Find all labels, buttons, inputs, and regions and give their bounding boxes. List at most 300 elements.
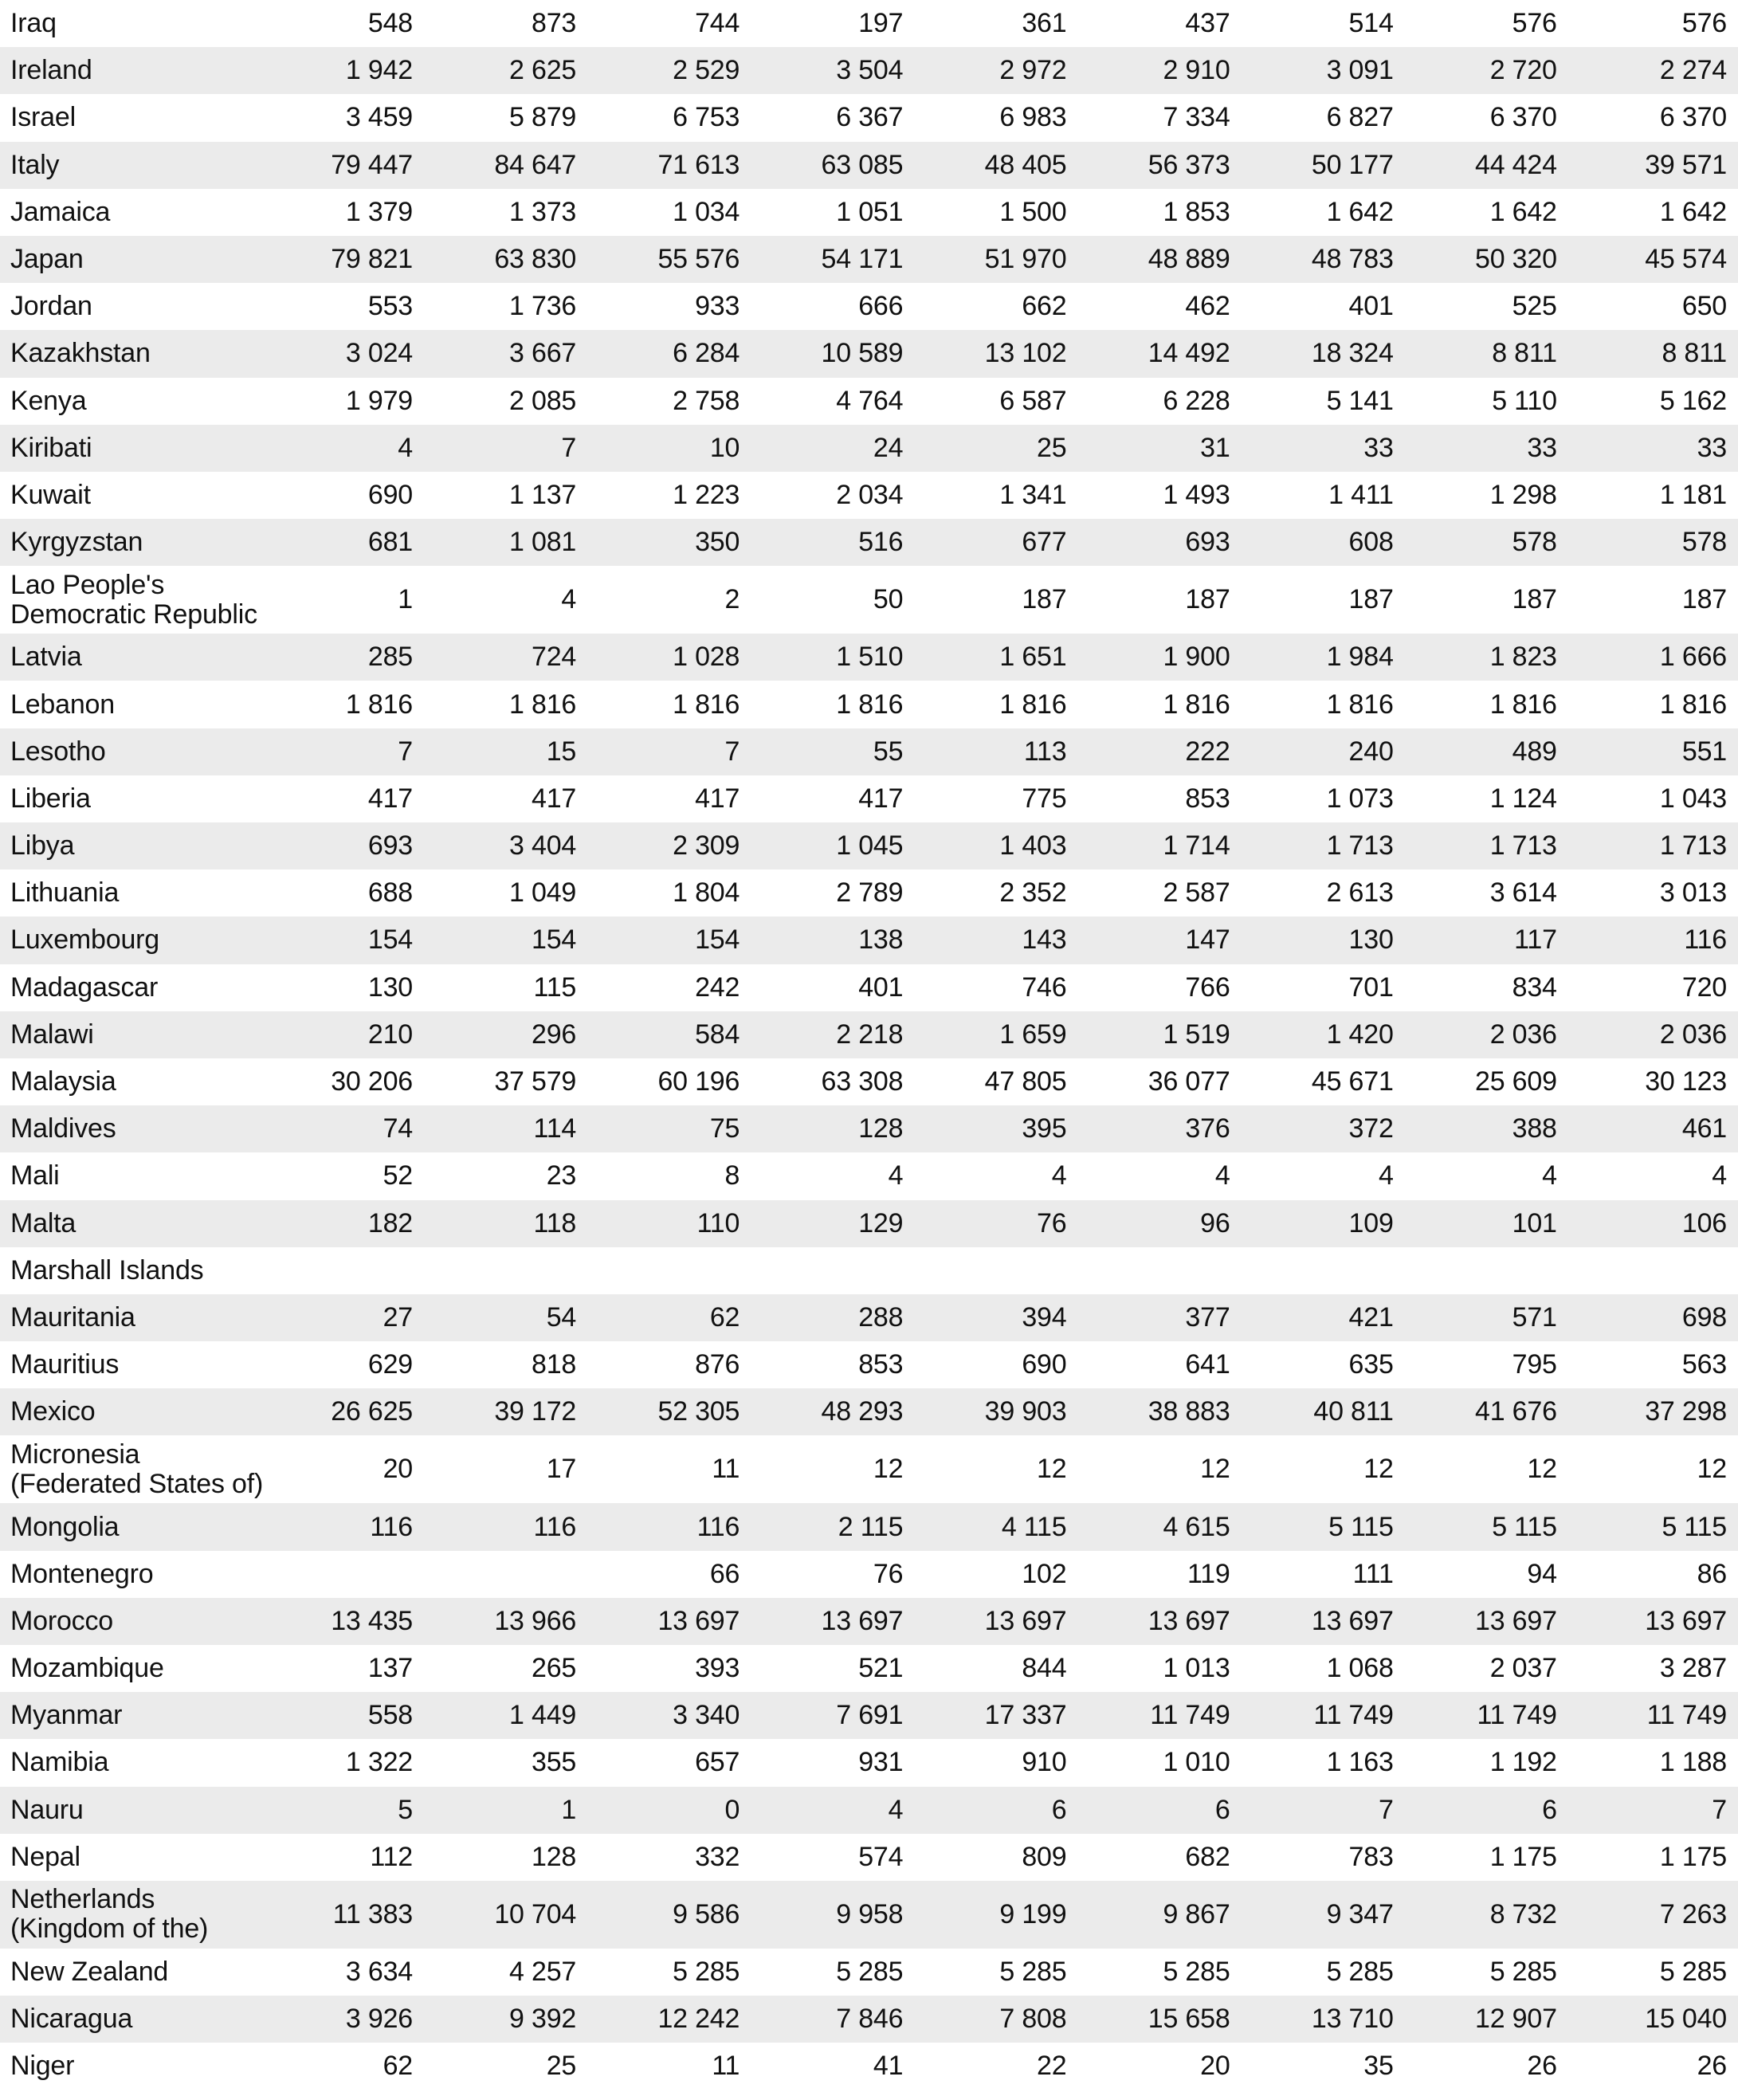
value-cell: 11 749 bbox=[1646, 1700, 1727, 1731]
value-cell: 45 671 bbox=[1311, 1066, 1394, 1097]
value-cell: 775 bbox=[1022, 783, 1067, 814]
value-cell: 3 404 bbox=[509, 830, 577, 862]
table-row bbox=[0, 1341, 1738, 1388]
value-cell: 240 bbox=[1348, 736, 1394, 767]
value-cell bbox=[430, 1247, 594, 1294]
value-cell: 766 bbox=[1185, 971, 1230, 1003]
value-cell: 13 697 bbox=[1148, 1605, 1230, 1636]
value-cell: 6 bbox=[1051, 1794, 1067, 1825]
value-cell: 1 043 bbox=[1659, 783, 1727, 814]
value-cell: 746 bbox=[1022, 971, 1067, 1003]
value-cell: 7 334 bbox=[1163, 102, 1230, 133]
value-cell: 548 bbox=[367, 8, 414, 39]
value-cell: 13 697 bbox=[984, 1605, 1067, 1636]
value-cell: 25 bbox=[1037, 432, 1067, 463]
value-cell: 437 bbox=[1185, 8, 1230, 39]
value-cell: 3 013 bbox=[1659, 877, 1727, 909]
value-cell: 795 bbox=[1512, 1349, 1557, 1380]
table-row bbox=[0, 917, 1738, 964]
value-cell: 10 704 bbox=[494, 1898, 577, 1929]
country-name-cell: Jordan bbox=[10, 291, 92, 322]
value-cell bbox=[1084, 1247, 1247, 1294]
value-cell: 558 bbox=[367, 1700, 414, 1731]
value-cell: 41 676 bbox=[1474, 1396, 1557, 1427]
value-cell: 461 bbox=[1681, 1113, 1727, 1144]
country-name-cell: Myanmar bbox=[10, 1700, 123, 1731]
value-cell: 395 bbox=[1022, 1113, 1067, 1144]
value-cell: 7 bbox=[561, 432, 577, 463]
value-cell: 15 658 bbox=[1148, 2004, 1230, 2035]
value-cell: 1 341 bbox=[999, 479, 1067, 510]
country-name-cell: Nicaragua bbox=[10, 2004, 133, 2035]
value-cell: 332 bbox=[695, 1841, 740, 1872]
value-cell: 26 bbox=[1697, 2051, 1727, 2082]
value-cell: 1 642 bbox=[1659, 196, 1727, 227]
table-row bbox=[0, 472, 1738, 519]
value-cell: 1 175 bbox=[1659, 1841, 1727, 1872]
value-cell: 37 298 bbox=[1645, 1396, 1727, 1427]
value-cell: 7 846 bbox=[836, 2004, 904, 2035]
table-row bbox=[0, 1388, 1738, 1435]
value-cell: 2 085 bbox=[509, 385, 577, 416]
value-cell: 52 bbox=[383, 1160, 414, 1191]
value-cell: 1 736 bbox=[509, 291, 577, 322]
value-cell: 1 816 bbox=[836, 689, 904, 720]
value-cell: 1 804 bbox=[673, 877, 740, 909]
country-name-cell: Mozambique bbox=[10, 1653, 164, 1684]
value-cell: 242 bbox=[695, 971, 740, 1003]
value-cell: 1 411 bbox=[1328, 479, 1394, 510]
table-row bbox=[0, 822, 1738, 869]
value-cell: 1 979 bbox=[345, 385, 414, 416]
value-cell: 4 bbox=[888, 1160, 904, 1191]
value-cell: 2 587 bbox=[1163, 877, 1230, 909]
value-cell: 372 bbox=[1348, 1113, 1394, 1144]
value-cell: 101 bbox=[1512, 1207, 1557, 1238]
value-cell: 55 576 bbox=[657, 244, 740, 275]
value-cell: 1 642 bbox=[1489, 196, 1557, 227]
value-cell: 1 713 bbox=[1659, 830, 1727, 862]
value-cell: 3 667 bbox=[509, 338, 577, 369]
table-row bbox=[0, 1996, 1738, 2043]
value-cell: 54 bbox=[546, 1301, 577, 1333]
value-cell: 6 370 bbox=[1489, 102, 1557, 133]
value-cell: 129 bbox=[858, 1207, 904, 1238]
value-cell: 783 bbox=[1348, 1841, 1394, 1872]
value-cell: 1 984 bbox=[1326, 642, 1394, 673]
value-cell: 417 bbox=[531, 783, 577, 814]
value-cell: 1 010 bbox=[1163, 1747, 1230, 1778]
value-cell: 1 124 bbox=[1489, 783, 1557, 814]
value-cell: 13 710 bbox=[1311, 2004, 1394, 2035]
value-cell: 578 bbox=[1681, 527, 1727, 558]
value-cell: 3 614 bbox=[1489, 877, 1557, 909]
value-cell: 9 392 bbox=[509, 2004, 577, 2035]
table-row bbox=[0, 566, 1738, 634]
value-cell: 25 bbox=[546, 2051, 577, 2082]
value-cell: 210 bbox=[367, 1019, 414, 1050]
value-cell: 1 081 bbox=[509, 527, 577, 558]
value-cell: 12 bbox=[1363, 1454, 1394, 1485]
country-name-cell: Kyrgyzstan bbox=[10, 527, 143, 558]
value-cell: 1 816 bbox=[1163, 689, 1230, 720]
value-cell: 1 192 bbox=[1489, 1747, 1557, 1778]
value-cell: 361 bbox=[1022, 8, 1067, 39]
table-row bbox=[0, 2043, 1738, 2090]
value-cell: 51 970 bbox=[984, 244, 1067, 275]
table-row bbox=[0, 728, 1738, 775]
value-cell: 6 370 bbox=[1659, 102, 1727, 133]
value-cell: 1 045 bbox=[836, 830, 904, 862]
value-cell: 876 bbox=[695, 1349, 740, 1380]
value-cell: 138 bbox=[858, 924, 904, 956]
value-cell: 7 808 bbox=[999, 2004, 1067, 2035]
value-cell: 931 bbox=[858, 1747, 904, 1778]
value-cell: 5 162 bbox=[1659, 385, 1727, 416]
value-cell: 15 040 bbox=[1645, 2004, 1727, 2035]
value-cell: 693 bbox=[1185, 527, 1230, 558]
value-cell: 6 228 bbox=[1163, 385, 1230, 416]
value-cell: 115 bbox=[533, 971, 577, 1003]
country-name-cell: Italy bbox=[10, 149, 60, 180]
value-cell: 1 175 bbox=[1489, 1841, 1557, 1872]
table-row bbox=[0, 1152, 1738, 1199]
value-cell: 933 bbox=[695, 291, 740, 322]
value-cell: 2 036 bbox=[1659, 1019, 1727, 1050]
country-name-cell: New Zealand bbox=[10, 1957, 169, 1988]
country-name-cell: Jamaica bbox=[10, 196, 111, 227]
value-cell: 417 bbox=[367, 783, 414, 814]
value-cell: 187 bbox=[1512, 584, 1557, 615]
country-name-cell: Libya bbox=[10, 830, 75, 862]
value-cell: 12 bbox=[1037, 1454, 1067, 1485]
value-cell: 54 171 bbox=[821, 244, 904, 275]
value-cell: 574 bbox=[858, 1841, 904, 1872]
value-cell: 2 758 bbox=[673, 385, 740, 416]
value-cell: 553 bbox=[367, 291, 414, 322]
table-row bbox=[0, 964, 1738, 1011]
value-cell: 516 bbox=[858, 527, 904, 558]
value-cell: 1 816 bbox=[509, 689, 577, 720]
value-cell: 39 903 bbox=[984, 1396, 1067, 1427]
value-cell: 818 bbox=[531, 1349, 577, 1380]
value-cell: 551 bbox=[1681, 736, 1727, 767]
country-name-cell: Nauru bbox=[10, 1794, 84, 1825]
value-cell bbox=[757, 1247, 920, 1294]
value-cell: 1 181 bbox=[1659, 479, 1727, 510]
value-cell: 744 bbox=[695, 8, 740, 39]
value-cell: 11 749 bbox=[1477, 1700, 1557, 1731]
value-cell: 128 bbox=[858, 1113, 904, 1144]
table-row bbox=[0, 94, 1738, 141]
value-cell: 60 196 bbox=[657, 1066, 740, 1097]
value-cell: 116 bbox=[533, 1511, 577, 1542]
country-name-cell: Namibia bbox=[10, 1747, 109, 1778]
value-cell: 6 bbox=[1214, 1794, 1230, 1825]
value-cell: 11 749 bbox=[1313, 1700, 1394, 1731]
value-cell: 1 034 bbox=[673, 196, 740, 227]
country-name-cell: Nepal bbox=[10, 1841, 80, 1872]
value-cell: 650 bbox=[1681, 291, 1727, 322]
value-cell: 13 435 bbox=[331, 1605, 414, 1636]
table-row bbox=[0, 1881, 1738, 1949]
table-row bbox=[0, 1949, 1738, 1996]
value-cell: 4 bbox=[561, 584, 577, 615]
value-cell: 3 634 bbox=[345, 1957, 414, 1988]
table-row bbox=[0, 1834, 1738, 1881]
value-cell: 27 bbox=[383, 1301, 414, 1333]
country-name-cell: Kiribati bbox=[10, 432, 92, 463]
value-cell: 33 bbox=[1527, 432, 1557, 463]
value-cell: 12 bbox=[1697, 1454, 1727, 1485]
value-cell: 690 bbox=[367, 479, 414, 510]
value-cell: 11 383 bbox=[332, 1898, 414, 1929]
value-cell: 578 bbox=[1512, 527, 1557, 558]
value-cell: 12 907 bbox=[1474, 2004, 1557, 2035]
value-cell: 2 115 bbox=[838, 1511, 904, 1542]
table-row bbox=[0, 0, 1738, 47]
value-cell: 1 713 bbox=[1326, 830, 1394, 862]
table-row bbox=[0, 1787, 1738, 1834]
value-cell: 1 816 bbox=[1326, 689, 1394, 720]
value-cell: 2 037 bbox=[1489, 1653, 1557, 1684]
value-cell: 5 285 bbox=[1659, 1957, 1727, 1988]
table-row bbox=[0, 1247, 1738, 1294]
country-name-cell: Liberia bbox=[10, 783, 91, 814]
value-cell: 1 298 bbox=[1489, 479, 1557, 510]
value-cell: 525 bbox=[1512, 291, 1557, 322]
country-name-cell: Malta bbox=[10, 1207, 77, 1238]
value-cell: 4 764 bbox=[836, 385, 904, 416]
value-cell: 571 bbox=[1512, 1301, 1557, 1333]
value-cell: 18 324 bbox=[1311, 338, 1394, 369]
value-cell: 9 958 bbox=[836, 1898, 904, 1929]
value-cell: 7 bbox=[724, 736, 740, 767]
value-cell: 39 172 bbox=[494, 1396, 577, 1427]
value-cell: 8 811 bbox=[1661, 338, 1727, 369]
value-cell: 187 bbox=[1022, 584, 1067, 615]
value-cell: 5 bbox=[398, 1794, 414, 1825]
value-cell: 113 bbox=[1023, 736, 1067, 767]
value-cell bbox=[430, 1551, 594, 1598]
value-cell: 388 bbox=[1512, 1113, 1557, 1144]
value-cell: 698 bbox=[1681, 1301, 1727, 1333]
value-cell: 12 242 bbox=[657, 2004, 740, 2035]
value-cell: 1 420 bbox=[1326, 1019, 1394, 1050]
country-name-cell: Maldives bbox=[10, 1113, 116, 1144]
value-cell: 1 322 bbox=[345, 1747, 414, 1778]
value-cell: 2 613 bbox=[1326, 877, 1394, 909]
value-cell: 7 263 bbox=[1659, 1898, 1727, 1929]
value-cell: 2 625 bbox=[509, 55, 577, 86]
value-cell: 693 bbox=[367, 830, 414, 862]
value-cell: 629 bbox=[367, 1349, 414, 1380]
value-cell: 10 bbox=[709, 432, 740, 463]
value-cell: 376 bbox=[1185, 1113, 1230, 1144]
value-cell: 576 bbox=[1681, 8, 1727, 39]
value-cell: 13 697 bbox=[657, 1605, 740, 1636]
value-cell: 36 077 bbox=[1148, 1066, 1230, 1097]
value-cell: 681 bbox=[367, 527, 414, 558]
value-cell: 1 028 bbox=[673, 642, 740, 673]
value-cell: 3 287 bbox=[1659, 1653, 1727, 1684]
value-cell: 222 bbox=[1185, 736, 1230, 767]
value-cell: 1 713 bbox=[1489, 830, 1557, 862]
value-cell: 7 691 bbox=[836, 1700, 904, 1731]
value-cell: 4 bbox=[1051, 1160, 1067, 1191]
value-cell: 666 bbox=[858, 291, 904, 322]
value-cell: 35 bbox=[1363, 2051, 1394, 2082]
value-cell: 13 697 bbox=[1311, 1605, 1394, 1636]
table-row bbox=[0, 142, 1738, 189]
value-cell: 116 bbox=[370, 1511, 414, 1542]
value-cell: 2 309 bbox=[673, 830, 740, 862]
value-cell: 4 115 bbox=[1001, 1511, 1067, 1542]
value-cell: 37 579 bbox=[494, 1066, 577, 1097]
value-cell: 13 966 bbox=[494, 1605, 577, 1636]
value-cell: 9 867 bbox=[1163, 1898, 1230, 1929]
table-row bbox=[0, 1058, 1738, 1105]
value-cell: 1 816 bbox=[673, 689, 740, 720]
value-cell: 5 285 bbox=[673, 1957, 740, 1988]
table-row bbox=[0, 634, 1738, 681]
value-cell: 94 bbox=[1527, 1558, 1557, 1589]
value-cell: 5 285 bbox=[836, 1957, 904, 1988]
value-cell: 102 bbox=[1022, 1558, 1067, 1589]
value-cell: 20 bbox=[383, 1454, 414, 1485]
value-cell: 130 bbox=[367, 971, 414, 1003]
table-row bbox=[0, 1739, 1738, 1786]
value-cell: 4 bbox=[1542, 1160, 1557, 1191]
country-name-cell: Madagascar bbox=[10, 971, 159, 1003]
value-cell: 9 199 bbox=[999, 1898, 1067, 1929]
value-cell: 2 910 bbox=[1163, 55, 1230, 86]
value-cell: 350 bbox=[695, 527, 740, 558]
value-cell: 56 373 bbox=[1148, 149, 1230, 180]
value-cell: 197 bbox=[858, 8, 904, 39]
country-name-cell: Japan bbox=[10, 244, 84, 275]
value-cell: 2 bbox=[724, 584, 740, 615]
value-cell: 1 163 bbox=[1326, 1747, 1394, 1778]
value-cell: 1 068 bbox=[1326, 1653, 1394, 1684]
value-cell: 873 bbox=[531, 8, 577, 39]
value-cell: 1 816 bbox=[999, 689, 1067, 720]
value-cell: 30 123 bbox=[1645, 1066, 1727, 1097]
value-cell: 401 bbox=[858, 971, 904, 1003]
value-cell: 182 bbox=[367, 1207, 414, 1238]
value-cell: 0 bbox=[724, 1794, 740, 1825]
value-cell: 1 666 bbox=[1659, 642, 1727, 673]
value-cell: 393 bbox=[695, 1653, 740, 1684]
value-cell: 7 bbox=[1378, 1794, 1394, 1825]
table-row bbox=[0, 1200, 1738, 1247]
value-cell: 489 bbox=[1512, 736, 1557, 767]
value-cell: 48 405 bbox=[984, 149, 1067, 180]
value-cell: 187 bbox=[1681, 584, 1727, 615]
value-cell: 296 bbox=[531, 1019, 577, 1050]
value-cell: 657 bbox=[695, 1747, 740, 1778]
value-cell: 130 bbox=[1348, 924, 1394, 956]
value-cell: 1 510 bbox=[836, 642, 904, 673]
table-row bbox=[0, 775, 1738, 822]
value-cell: 50 320 bbox=[1474, 244, 1557, 275]
value-cell: 20 bbox=[1200, 2051, 1230, 2082]
value-cell: 128 bbox=[531, 1841, 577, 1872]
country-name-cell: Niger bbox=[10, 2051, 75, 2082]
table-row bbox=[0, 1294, 1738, 1341]
table-row bbox=[0, 1503, 1738, 1550]
country-name-cell: Mexico bbox=[10, 1396, 96, 1427]
value-cell: 521 bbox=[858, 1653, 904, 1684]
value-cell: 110 bbox=[696, 1207, 740, 1238]
value-cell: 79 447 bbox=[331, 149, 414, 180]
value-cell: 1 073 bbox=[1326, 783, 1394, 814]
value-cell: 1 449 bbox=[509, 1700, 577, 1731]
value-cell: 834 bbox=[1512, 971, 1557, 1003]
value-cell: 6 284 bbox=[673, 338, 740, 369]
value-cell: 5 115 bbox=[1328, 1511, 1394, 1542]
value-cell: 4 257 bbox=[509, 1957, 577, 1988]
value-cell: 417 bbox=[695, 783, 740, 814]
value-cell: 114 bbox=[533, 1113, 577, 1144]
value-cell: 724 bbox=[531, 642, 577, 673]
table-row bbox=[0, 1105, 1738, 1152]
value-cell: 40 811 bbox=[1313, 1396, 1394, 1427]
value-cell: 55 bbox=[873, 736, 904, 767]
value-cell: 1 642 bbox=[1326, 196, 1394, 227]
value-cell: 1 bbox=[561, 1794, 577, 1825]
value-cell: 84 647 bbox=[494, 149, 577, 180]
value-cell: 5 285 bbox=[1163, 1957, 1230, 1988]
value-cell: 3 926 bbox=[345, 2004, 414, 2035]
value-cell: 1 519 bbox=[1163, 1019, 1230, 1050]
table-row bbox=[0, 236, 1738, 283]
value-cell: 1 714 bbox=[1163, 830, 1230, 862]
value-cell: 31 bbox=[1200, 432, 1230, 463]
value-cell: 563 bbox=[1681, 1349, 1727, 1380]
value-cell: 1 188 bbox=[1659, 1747, 1727, 1778]
value-cell: 8 732 bbox=[1489, 1898, 1557, 1929]
value-cell: 1 816 bbox=[1659, 689, 1727, 720]
value-cell: 1 942 bbox=[345, 55, 414, 86]
value-cell: 112 bbox=[370, 1841, 414, 1872]
value-cell: 14 492 bbox=[1148, 338, 1230, 369]
value-cell: 6 587 bbox=[999, 385, 1067, 416]
value-cell: 1 137 bbox=[509, 479, 577, 510]
value-cell: 13 697 bbox=[1645, 1605, 1727, 1636]
value-cell: 1 853 bbox=[1163, 196, 1230, 227]
table-row bbox=[0, 1598, 1738, 1645]
value-cell: 677 bbox=[1022, 527, 1067, 558]
country-name-cell: Ireland bbox=[10, 55, 92, 86]
value-cell: 23 bbox=[546, 1160, 577, 1191]
value-cell: 3 459 bbox=[345, 102, 414, 133]
value-cell: 584 bbox=[695, 1019, 740, 1050]
country-name-cell: Netherlands (Kingdom of the) bbox=[10, 1884, 209, 1945]
table-row bbox=[0, 189, 1738, 236]
value-cell: 25 609 bbox=[1474, 1066, 1557, 1097]
value-cell: 7 bbox=[398, 736, 414, 767]
value-cell: 47 805 bbox=[984, 1066, 1067, 1097]
value-cell bbox=[1575, 1247, 1738, 1294]
value-cell: 66 bbox=[709, 1558, 740, 1589]
value-cell: 1 bbox=[398, 584, 414, 615]
value-cell: 377 bbox=[1185, 1301, 1230, 1333]
value-cell: 109 bbox=[1348, 1207, 1394, 1238]
value-cell: 635 bbox=[1348, 1349, 1394, 1380]
value-cell: 265 bbox=[531, 1653, 577, 1684]
value-cell: 10 589 bbox=[821, 338, 904, 369]
